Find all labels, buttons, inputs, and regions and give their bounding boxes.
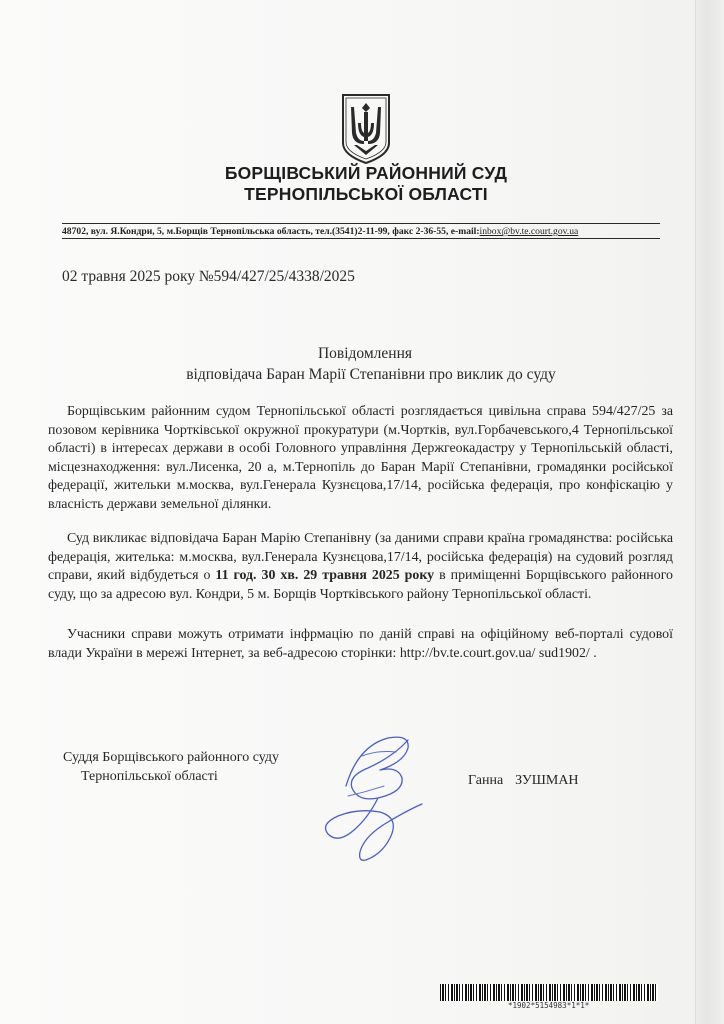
contact-email: inbox@bv.te.court.gov.ua — [479, 226, 579, 237]
court-contact-line — [62, 226, 672, 237]
coat-of-arms-icon — [340, 93, 392, 165]
document-barcode — [440, 984, 658, 1001]
judge-last-name: ЗУШМАН — [515, 773, 579, 788]
header-divider-bottom — [62, 238, 660, 239]
header-divider — [62, 223, 660, 224]
court-name-line2: ТЕРНОПІЛЬСЬКОЇ ОБЛАСТІ — [244, 184, 488, 204]
hearing-datetime: 11 год. 30 хв. 29 травня 2025 року — [215, 568, 435, 584]
handwritten-signature — [318, 726, 438, 866]
judge-position-line2: Тернопільської області — [81, 769, 218, 784]
case-paragraph: Борщівським районним судом Тернопільської області розглядається цивільна справа 594/427/25 за позовом керівника Чортківської окружної прокуратури (м.Чортків, вул.Горбачевського,4 Тернопільської області) в інтересах держави в особі Головного управління Держгеокадастру у Тернопільській області, місцезнаходження: вул.Лисенка, 20 а, м.Тернопіль до Баран Марії Степанівни, громадянки російської федерації, жительки м.москва, вул.Генерала Кузнєцова,17/14, російська федерація, про конфіскацію у власність держави земельної ділянки. — [48, 404, 673, 512]
summons-paragraph — [48, 530, 673, 604]
info-paragraph: Учасники справи можуть отримати інфрмацію по даній справі на офіційному веб-порталі судової влади України в мережі Інтернет, за веб-адресою сторінки: http://bv.te.court.gov.ua/ sud1902/ . — [48, 627, 673, 661]
judge-name — [468, 773, 579, 789]
notice-title: Повідомлення — [317, 345, 413, 362]
document-date-number: 02 травня 2025 року №594/427/25/4338/2025 — [62, 268, 355, 285]
barcode-number: *1902*5154983*1*1* — [508, 1001, 590, 1010]
paper-edge — [695, 0, 724, 1024]
notice-subtitle: відповідача Баран Марії Степанівни про виклик до суду — [186, 366, 556, 383]
contact-address: 48702, вул. Я.Кондри, 5, м.Борщів Тернопільська область, тел.(3541)2-11-99, факс 2-36-55, e-mail: — [62, 226, 480, 237]
court-name-line1: БОРЩІВСЬКИЙ РАЙОННИЙ СУД — [224, 163, 508, 183]
judge-position-line1: Суддя Борщівського районного суду — [63, 750, 279, 765]
summons-text-start: Суд викликає відповідача Баран Марію Степанівну (за даними справи країна громадянства: російська федерація, жителька: м.москва, вул.Генерала Кузнєцова,17/14, російська федерація) на судовий розгляд справи, який відбудеться о — [48, 531, 673, 584]
summons-text-end: в приміщенні Борщівського районного суду, що за адресою вул. Кондри, 5 м. Борщів Чортківського району Тернопільської області. — [48, 568, 673, 602]
judge-first-name: Ганна — [468, 773, 504, 788]
judge-position — [63, 748, 279, 786]
